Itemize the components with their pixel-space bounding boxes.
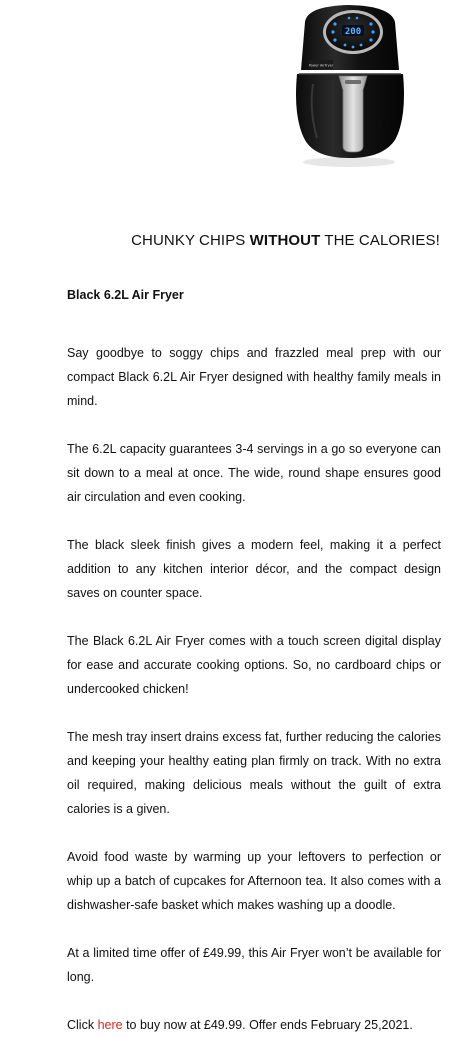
paragraph-finish: The black sleek finish gives a modern feel, making it a perfect addition to any kitchen interior décor, and the compact design saves on counter space.: [67, 538, 441, 600]
display-readout: 200: [344, 27, 362, 37]
cta-suffix: to buy now at £49.99. Offer ends February 25,2021.: [122, 1018, 413, 1032]
paragraph-offer: At a limited time offer of £49.99, this Air Fryer won’t be available for long.: [67, 946, 441, 984]
headline: [0, 232, 475, 249]
brand-badge: Power AirFryer: [308, 63, 334, 68]
headline-prefix: CHUNKY CHIPS: [131, 232, 250, 249]
buy-now-link[interactable]: here: [97, 1018, 123, 1032]
air-fryer-product-image: [283, 0, 419, 170]
product-name: Black 6.2L Air Fryer: [67, 288, 184, 302]
paragraph-intro: Say goodbye to soggy chips and frazzled meal prep with our compact Black 6.2L Air Fryer designed with healthy family meals in mind.: [67, 346, 441, 408]
paragraph-capacity: The 6.2L capacity guarantees 3-4 servings in a go so everyone can sit down to a meal at once. The wide, round shape ensures good air circulation and even cooking.: [67, 442, 441, 504]
paragraph-mesh-tray: The mesh tray insert drains excess fat, further reducing the calories and keeping your healthy eating plan firmly on track. With no extra oil required, making delicious meals without the guilt of extra calories is a given.: [67, 730, 441, 816]
cta-prefix: Click: [67, 1018, 98, 1032]
paragraph-display: The Black 6.2L Air Fryer comes with a touch screen digital display for ease and accurate cooking options. So, no cardboard chips or undercooked chicken!: [67, 634, 441, 696]
headline-emphasis: WITHOUT: [249, 232, 321, 249]
call-to-action: [67, 1013, 441, 1037]
headline-suffix: THE CALORIES!: [320, 232, 440, 249]
paragraph-food-waste: Avoid food waste by warming up your leftovers to perfection or whip up a batch of cupcakes for Afternoon tea. It also comes with a dishwasher-safe basket which makes washing up a doodle.: [67, 850, 441, 912]
product-description: [67, 283, 441, 1037]
